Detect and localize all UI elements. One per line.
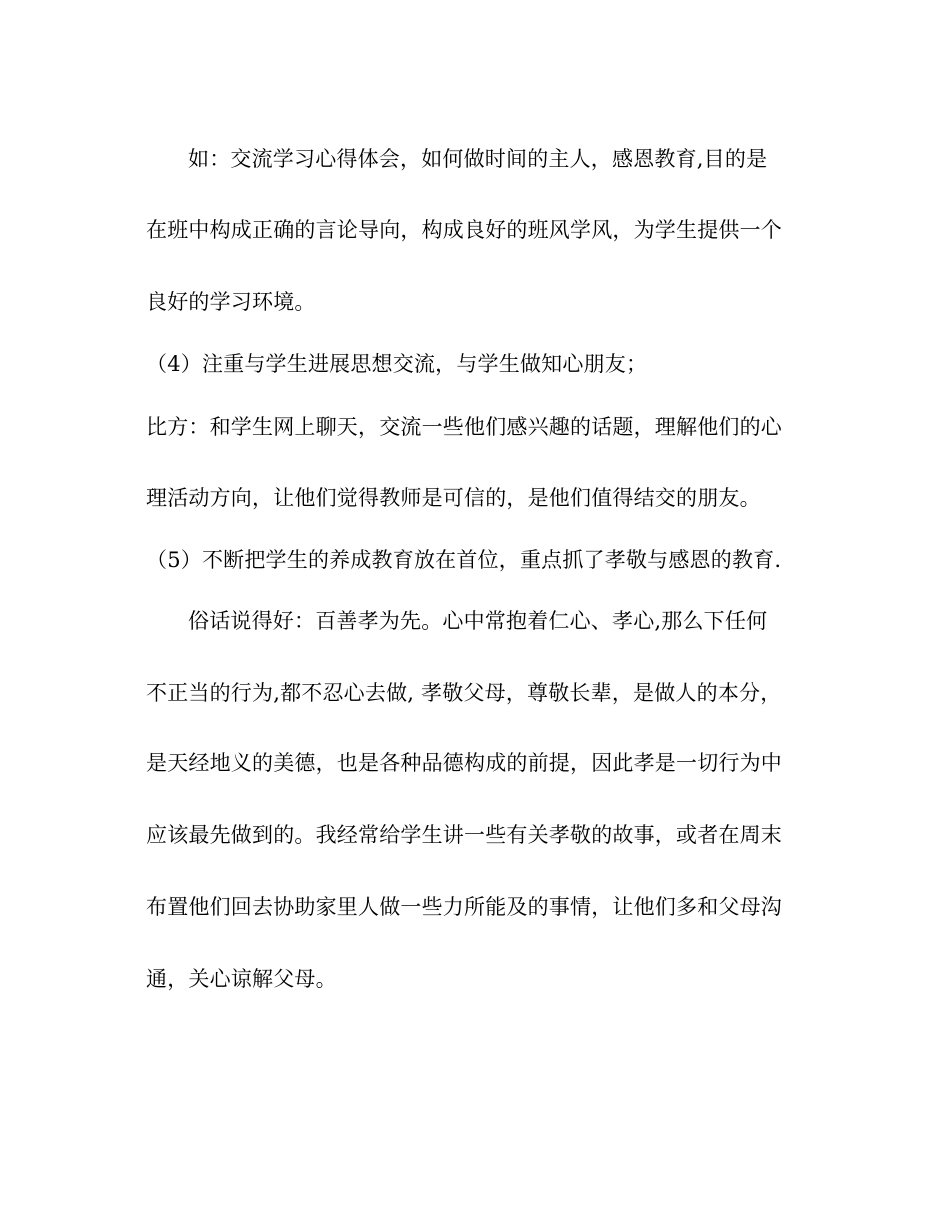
list-item-4: （4）注重与学生进展思想交流，与学生做知心朋友； <box>146 352 648 376</box>
paragraph-line-13: 通，关心谅解父母。 <box>146 967 337 991</box>
paragraph-line-1: 如：交流学习心得体会，如何做时间的主人，感恩教育,目的是 <box>188 147 768 171</box>
paragraph-line-8: 俗话说得好：百善孝为先。心中常抱着仁心、孝心,那么下任何 <box>188 609 768 633</box>
paragraph-line-11: 应该最先做到的。我经常给学生讲一些有关孝敬的故事，或者在周末 <box>146 823 782 847</box>
paragraph-line-12: 布置他们回去协助家里人做一些力所能及的事情，让他们多和父母沟 <box>146 895 782 919</box>
paragraph-line-9: 不正当的行为,都不忍心去做, 孝敬父母，尊敬长辈，是做人的本分， <box>146 681 782 705</box>
list-item-5: （5）不断把学生的养成教育放在首位，重点抓了孝敬与感恩的教育. <box>146 548 782 572</box>
paragraph-line-6: 理活动方向，让他们觉得教师是可信的，是他们值得结交的朋友。 <box>146 486 761 510</box>
paragraph-line-2: 在班中构成正确的言论导向，构成良好的班风学风，为学生提供一个 <box>146 218 782 242</box>
paragraph-line-3: 良好的学习环境。 <box>146 290 316 314</box>
paragraph-line-5: 比方：和学生网上聊天，交流一些他们感兴趣的话题，理解他们的心 <box>146 415 782 439</box>
paragraph-line-10: 是天经地义的美德，也是各种品德构成的前提，因此孝是一切行为中 <box>146 751 782 775</box>
